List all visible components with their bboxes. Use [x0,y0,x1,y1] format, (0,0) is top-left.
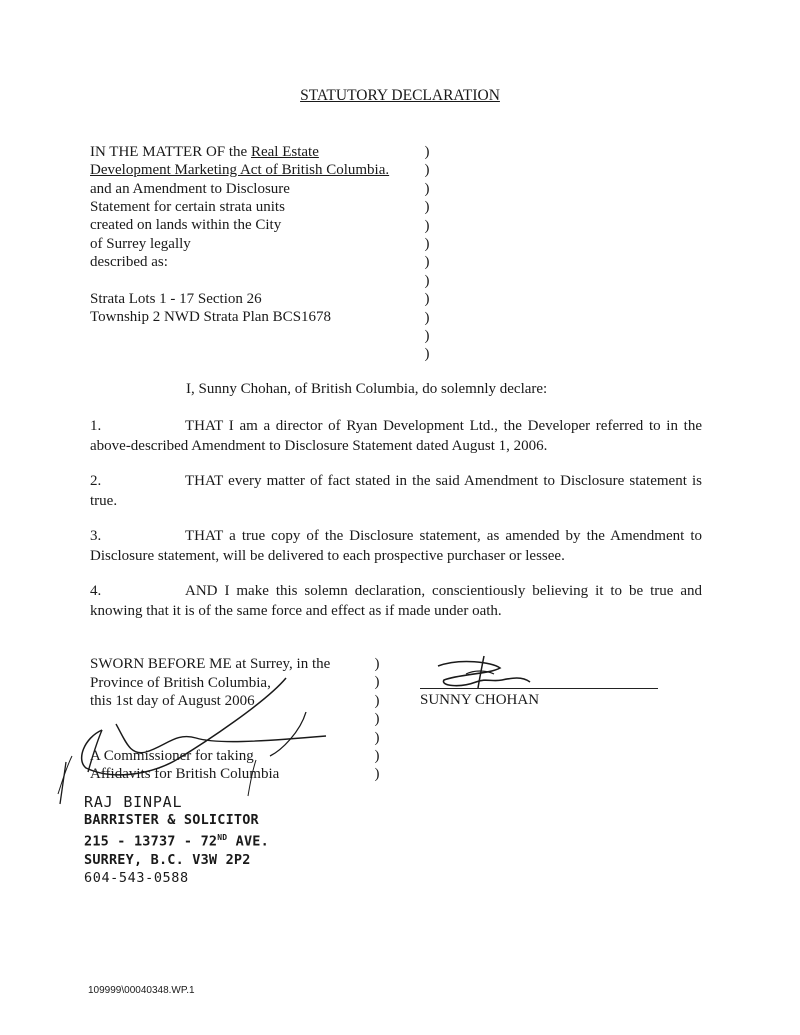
paragraph-number: 3. [90,528,102,544]
paragraph-number: 1. [90,418,102,434]
matter-line-1 [90,143,319,162]
sworn-line: Province of British Columbia, [90,675,271,691]
act-name-part-1: Real Estate [250,144,319,160]
document-title: STATUTORY DECLARATION [300,87,500,104]
property-line: Strata Lots 1 - 17 Section 26 [90,291,262,307]
sworn-date-line: this 1st day of August 2006 [90,693,255,709]
document-reference: 109999\00040348.WP.1 [88,985,195,996]
stamp-phone: 604-543-0588 [84,869,189,886]
paragraph-3 [90,527,702,566]
commissioner-signature [56,672,346,812]
paragraph-number: 2. [90,473,102,489]
commissioner-line: A Commissioner for taking [90,748,254,764]
sworn-parens: ) ) ) ) ) ) ) [374,656,380,783]
declarant-signature-line [420,688,658,689]
sworn-line: SWORN BEFORE ME at Surrey, in the [90,656,331,672]
commissioner-stamp [84,793,269,887]
matter-line: Statement for certain strata units [90,199,285,215]
paragraph-text: THAT a true copy of the Disclosure statement, as amended by the Amendment to Disclosure statement, will be delivered to each prospective purchaser or lessee. [90,528,702,564]
declarant-name: SUNNY CHOHAN [420,692,540,708]
declaration-intro: I, Sunny Chohan, of British Columbia, do solemnly declare: [186,381,548,397]
matter-parens: ) ) ) ) ) ) ) ) ) ) ) ) [424,144,430,363]
paragraph-1 [90,417,702,456]
matter-line: created on lands within the City [90,217,282,233]
paragraph-number: 4. [90,583,102,599]
commissioner-line: Affidavits for British Columbia [90,766,280,782]
act-name-part-2: Development Marketing Act of British Columbia. [90,162,390,178]
matter-line: and an Amendment to Disclosure [90,181,290,197]
paragraph-4 [90,582,702,621]
paragraph-text: THAT every matter of fact stated in the said Amendment to Disclosure statement is true. [90,473,702,509]
matter-line: of Surrey legally [90,236,191,252]
paragraph-text: THAT I am a director of Ryan Development Ltd., the Developer referred to in the above-described Amendment to Disclosure Statement dated August 1, 2006. [90,418,702,454]
matter-prefix: IN THE MATTER OF the [90,144,251,160]
stamp-city: SURREY, B.C. V3W 2P2 [84,851,251,868]
stamp-title: BARRISTER & SOLICITOR [84,812,259,828]
stamp-name: RAJ BINPAL [84,793,183,811]
property-line: Township 2 NWD Strata Plan BCS1678 [90,309,332,325]
paragraph-2 [90,472,702,511]
stamp-address: 215 - 13737 - 72ND AVE. [84,833,269,850]
matter-line: described as: [90,254,168,270]
paragraph-text: AND I make this solemn declaration, conscientiously believing it to be true and knowing that it is of the same force and effect as if made under oath. [90,583,702,619]
